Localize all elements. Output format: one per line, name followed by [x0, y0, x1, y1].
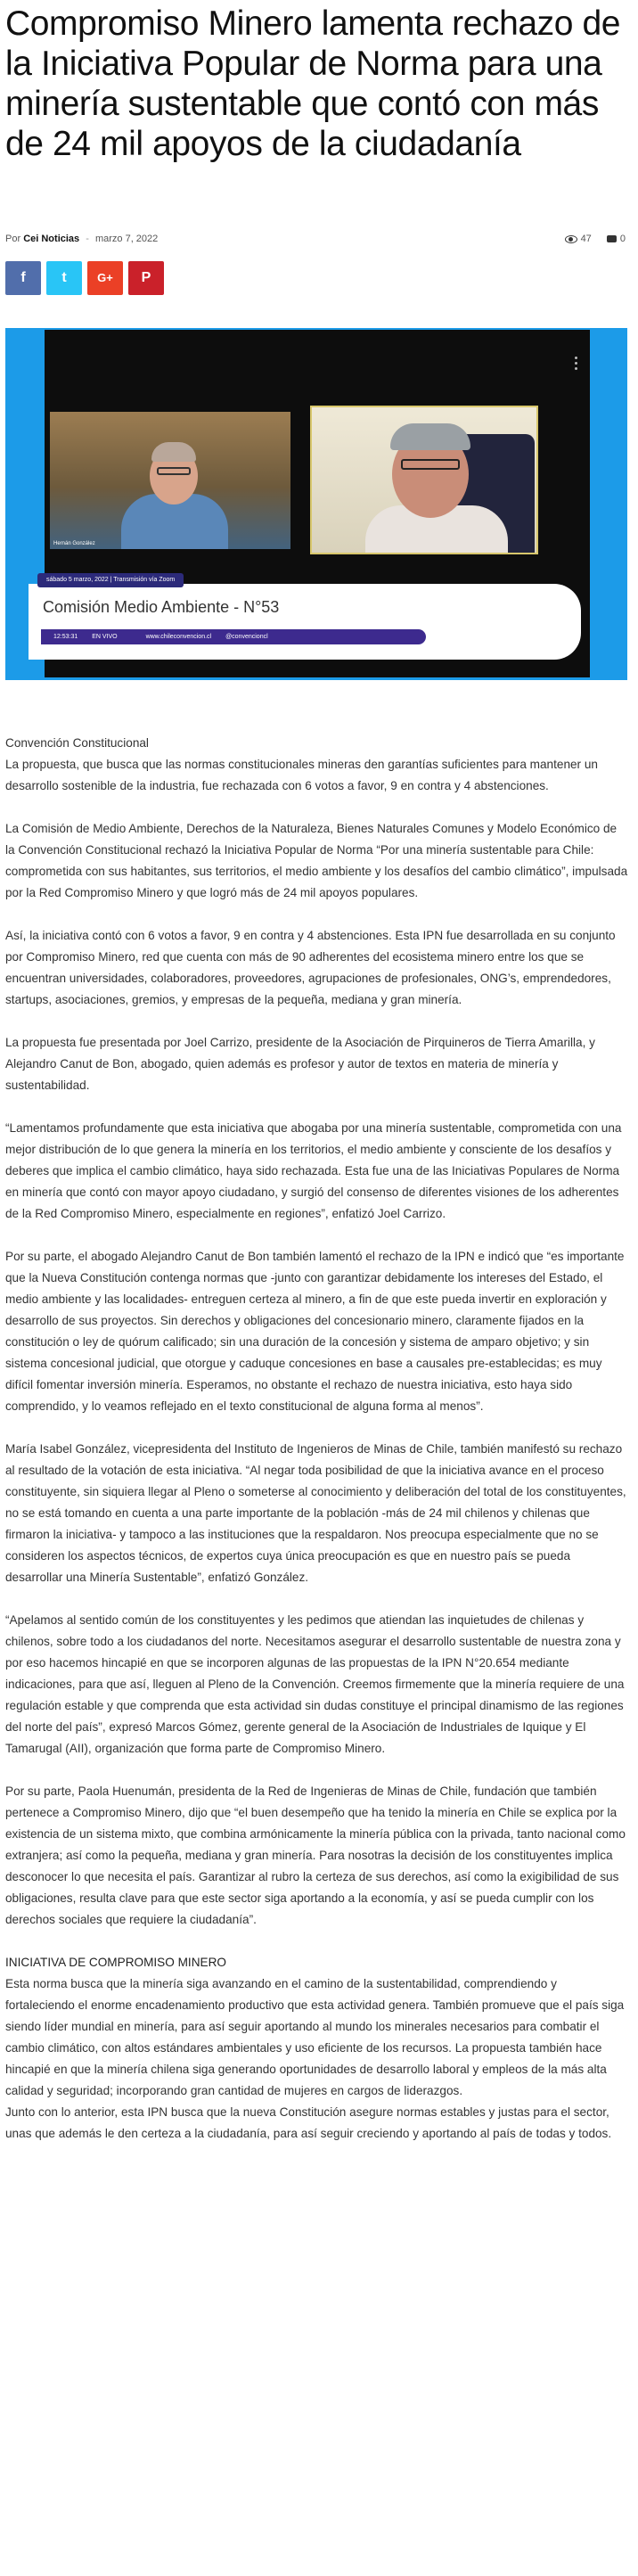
paragraph: “Apelamos al sentido común de los constituyentes y les pedimos que atiendan las inquietudes de chilenas y chilenos, sobre todo a los ciudadanos del norte. Necesitamos asegurar el desarrollo sustentable de nuestra zona y por eso hacemos hincapié en que se incorporen algunas de las propuestas de la IPN N°20.654 mediante indicaciones, para que así, lleguen al Pleno de la Convención. Creemos firmemente que la minería requiere de una regulación estable y que comprenda que esta actividad sin dudas constituye el principal dinamismo de las regiones del norte del país”, expresó Marcos Gómez, gerente general de la Asociación de Industriales de Iquique y El Tamarugal (AII), organización que forma parte de Compromiso Minero.	[5, 1613, 625, 1755]
share-buttons	[5, 261, 169, 295]
paragraph: La propuesta, que busca que las normas constitucionales mineras den garantías suficientes para mantener un desarrollo sostenible de la industria, fue rechazada con 6 votos a favor, 9 en contra y 4 abstenciones.	[5, 758, 598, 792]
video-screen	[45, 330, 590, 677]
paragraph: María Isabel González, vicepresidenta del Instituto de Ingenieros de Minas de Chile, también manifestó su rechazo al resultado de la votación de esta iniciativa. “Al negar toda posibilidad de que la iniciativa avance en el proceso constituyente, sin siquiera llegar al Pleno o someterse al conocimiento y deliberación del total de los constituyentes, no se está tomando en cuenta a una parte importante de la población -más de 24 mil chilenos y chilenas que firmaron la iniciativa- y tampoco a las instituciones que la respaldaron. Nos preocupa especialmente que no se consideren los aspectos técnicos, de expertos cuya única preocupación es que en nuestro país se pueda desarrollar una Minería Sustentable”, enfatizó González.	[5, 1442, 626, 1584]
meta-separator: -	[86, 234, 89, 244]
googleplus-share-button[interactable]: G+	[87, 261, 123, 295]
article-stats	[552, 231, 626, 247]
video-tile-right	[310, 406, 538, 554]
handle-label: @convencioncl	[225, 634, 268, 640]
broadcast-time: 12:53:31	[53, 634, 78, 640]
paragraph: La Comisión de Medio Ambiente, Derechos de la Naturaleza, Bienes Naturales Comunes y Modelo Económico de la Convención Constitucional rechazó la Iniciativa Popular de Norma “Por una minería sustentable para Chile: comprometida con sus habitantes, sus territorios, el medio ambiente y los desafíos del cambio climático”, impulsada por la Red Compromiso Minero y que logró más de 24 mil apoyos populares.	[5, 822, 628, 899]
paragraph: Junto con lo anterior, esta IPN busca que la nueva Constitución asegure normas estables y justas para el sector, unas que además le den certeza a la ciudadanía, para así seguir creciendo y aportando al país de todas y todos.	[5, 2105, 612, 2140]
article-meta	[5, 231, 629, 247]
participant-label: Hernán González	[53, 541, 95, 546]
paragraph: “Lamentamos profundamente que esta iniciativa que abogaba por una minería sustentable, comprometida con una mejor distribución de lo que genera la minería en los territorios, el medio ambiente y consciente de los desafíos y deberes que implica el cambio climático, haya sido rechazada. Esta fue una de las Iniciativas Populares de Norma en minería que contó con mayor apoyo ciudadano, y surgió del consenso de diferentes visiones de los adherentes de la Red Compromiso Minero, especialmente en regiones”, enfatizó Joel Carrizo.	[5, 1121, 622, 1220]
featured-image	[5, 328, 627, 680]
broadcast-date: sábado 5 marzo, 2022 | Transmisión vía Zoom	[37, 573, 184, 587]
video-tile-left	[50, 412, 290, 549]
commission-title: Comisión Medio Ambiente - N°53	[43, 598, 280, 616]
section-label: Convención Constitucional	[5, 736, 149, 750]
facebook-share-button[interactable]: f	[5, 261, 41, 295]
by-label: Por	[5, 234, 21, 244]
views-count: 47	[565, 234, 592, 244]
broadcast-info-bar	[41, 629, 426, 644]
paragraph: Por su parte, Paola Huenumán, presidenta de la Red de Ingenieras de Minas de Chile, fundación que también pertenece a Compromiso Minero, dijo que “el buen desempeño que ha tenido la minería en Chile se explica por la existencia de un sistema mixto, que combina armónicamente la minería pública con la privada, tanto nacional como extranjera; así como la pequeña, mediana y gran minería. Para nosotras la decisión de los constituyentes implica desconocer lo que necesita el país. Garantizar al rubro la certeza de sus derechos, así como la exigibilidad de sus obligaciones, resulta clave para que este sector siga aportando a la economía, y así se pueda cumplir con los derechos sociales que requiere la ciudadanía”.	[5, 1784, 626, 1926]
paragraph: Por su parte, el abogado Alejandro Canut de Bon también lamentó el rechazo de la IPN e indicó que “es importante que la Nueva Constitución contenga normas que -junto con garantizar debidamente los intereses del Estado, el medio ambiente y las localidades- entreguen certeza al minero, a fin de que este pueda invertir en exploración y desarrollo de sus proyectos. Sin derechos y obligaciones del concesionario minero, claramente fijados en la constitución o ley de quórum calificado; sin una duración de la concesión y sistema de amparo objetivo; y sin sistema concesional judicial, que otorgue y caduque concesiones en base a causales pre-establecidas; es muy difícil fomentar inversión minería. Esperamos, no obstante el rechazo de nuestra iniciativa, esto haya sido comprendido, y lo veamos reflejado en el texto constitucional de alguna forma al menos”.	[5, 1250, 625, 1413]
pinterest-share-button[interactable]: P	[128, 261, 164, 295]
website-label: www.chileconvencion.cl	[145, 634, 212, 640]
twitter-share-button[interactable]: t	[46, 261, 82, 295]
article-title: Compromiso Minero lamenta rechazo de la Iniciativa Popular de Norma para una minería sustentable que contó con más de 24 mil apoyos de la ciudadanía	[5, 4, 621, 163]
eye-icon	[565, 235, 577, 243]
broadcast-lower-third	[29, 577, 581, 660]
author-link[interactable]: Cei Noticias	[23, 234, 80, 244]
comment-icon	[607, 235, 617, 242]
paragraph: Esta norma busca que la minería siga avanzando en el camino de la sustentabilidad, comprendiendo y fortaleciendo el enorme encadenamiento productivo que esta actividad genera. También promueve que el país siga siendo líder mundial en minería, para así seguir aportando al mundo los minerales necesarios para combatir el cambio climático, con altos estándares ambientales y uso eficiente de los recursos. La propuesta también hace hincapié en que la minería chilena siga generando oportunidades de desarrollo laboral y empleos de la más alta calidad y seguridad; incorporando gran cantidad de mujeres en cargos de liderazgos.	[5, 1977, 625, 2097]
paragraph: Así, la iniciativa contó con 6 votos a favor, 9 en contra y 4 abstenciones. Esta IPN fue desarrollada en su conjunto por Compromiso Minero, red que cuenta con más de 90 adherentes del ecosistema minero entre los que se encuentran universidades, colaboradores, proveedores, agrupaciones de profesionales, ONG’s, emprendedores, startups, asociaciones, gremios, y empresas de la pequeña, mediana y gran minería.	[5, 929, 616, 1006]
live-label: EN VIVO	[92, 634, 118, 640]
section-heading: INICIATIVA DE COMPROMISO MINERO	[5, 1956, 226, 1969]
paragraph: La propuesta fue presentada por Joel Carrizo, presidente de la Asociación de Pirquineros de Tierra Amarilla, y Alejandro Canut de Bon, abogado, quien además es profesor y autor de textos en materia de minería y sustentabilidad.	[5, 1036, 595, 1092]
comments-count[interactable]: 0	[607, 234, 626, 244]
menu-dots-icon	[575, 357, 578, 373]
article-body	[5, 733, 629, 2145]
publish-date: marzo 7, 2022	[94, 234, 159, 244]
